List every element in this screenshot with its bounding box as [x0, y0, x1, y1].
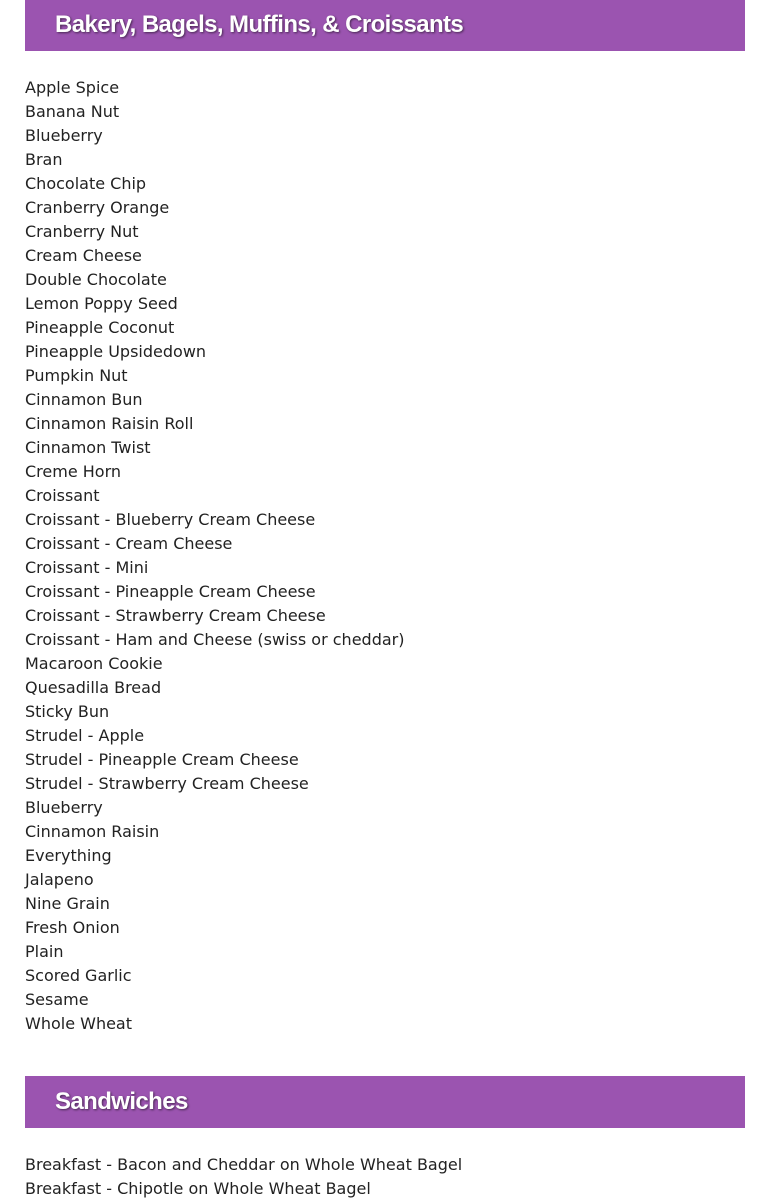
list-item: Strudel - Strawberry Cream Cheese: [25, 774, 309, 793]
section-header-bakery: [25, 0, 745, 51]
list-item: Croissant - Cream Cheese: [25, 534, 233, 553]
list-item: Cinnamon Raisin Roll: [25, 414, 194, 433]
list-item: Blueberry: [25, 126, 103, 145]
list-item: Pineapple Coconut: [25, 318, 175, 337]
list-item: Croissant - Ham and Cheese (swiss or cheddar): [25, 630, 405, 649]
list-item: Sesame: [25, 990, 89, 1009]
list-item: Creme Horn: [25, 462, 122, 481]
list-item: Croissant - Strawberry Cream Cheese: [25, 606, 326, 625]
list-item: Nine Grain: [25, 894, 110, 913]
list-item: Plain: [25, 942, 64, 961]
list-item: Croissant - Pineapple Cream Cheese: [25, 582, 316, 601]
list-item: Cinnamon Bun: [25, 390, 143, 409]
list-item: Strudel - Apple: [25, 726, 145, 745]
list-item: Double Chocolate: [25, 270, 167, 289]
list-item: Croissant - Blueberry Cream Cheese: [25, 510, 316, 529]
list-item: Apple Spice: [25, 78, 120, 97]
list-item: Sticky Bun: [25, 702, 110, 721]
list-item: Chocolate Chip: [25, 174, 147, 193]
list-item: Cinnamon Twist: [25, 438, 151, 457]
list-item: Pumpkin Nut: [25, 366, 128, 385]
section-title: Sandwiches: [55, 1088, 188, 1115]
section-title: Bakery, Bagels, Muffins, & Croissants: [55, 11, 464, 38]
list-item: Lemon Poppy Seed: [25, 294, 178, 313]
list-item: Banana Nut: [25, 102, 120, 121]
list-item: Cream Cheese: [25, 246, 142, 265]
list-item: Croissant - Mini: [25, 558, 149, 577]
list-item: Pineapple Upsidedown: [25, 342, 207, 361]
list-item: Croissant: [25, 486, 100, 505]
list-item: Whole Wheat: [25, 1014, 133, 1033]
list-item: Strudel - Pineapple Cream Cheese: [25, 750, 299, 769]
list-item: Everything: [25, 846, 112, 865]
list-item: Macaroon Cookie: [25, 654, 163, 673]
list-item: Cranberry Nut: [25, 222, 139, 241]
list-item: Cranberry Orange: [25, 198, 170, 217]
list-item: Fresh Onion: [25, 918, 120, 937]
list-item: Breakfast - Chipotle on Whole Wheat Bagel: [25, 1179, 371, 1198]
list-item: Quesadilla Bread: [25, 678, 162, 697]
bakery-item-list: [25, 76, 404, 1036]
list-item: Scored Garlic: [25, 966, 132, 985]
list-item: Bran: [25, 150, 63, 169]
list-item: Breakfast - Bacon and Cheddar on Whole Wheat Bagel: [25, 1155, 463, 1174]
list-item: Blueberry: [25, 798, 103, 817]
list-item: Cinnamon Raisin: [25, 822, 160, 841]
section-header-sandwiches: [25, 1076, 745, 1128]
list-item: Jalapeno: [25, 870, 94, 889]
